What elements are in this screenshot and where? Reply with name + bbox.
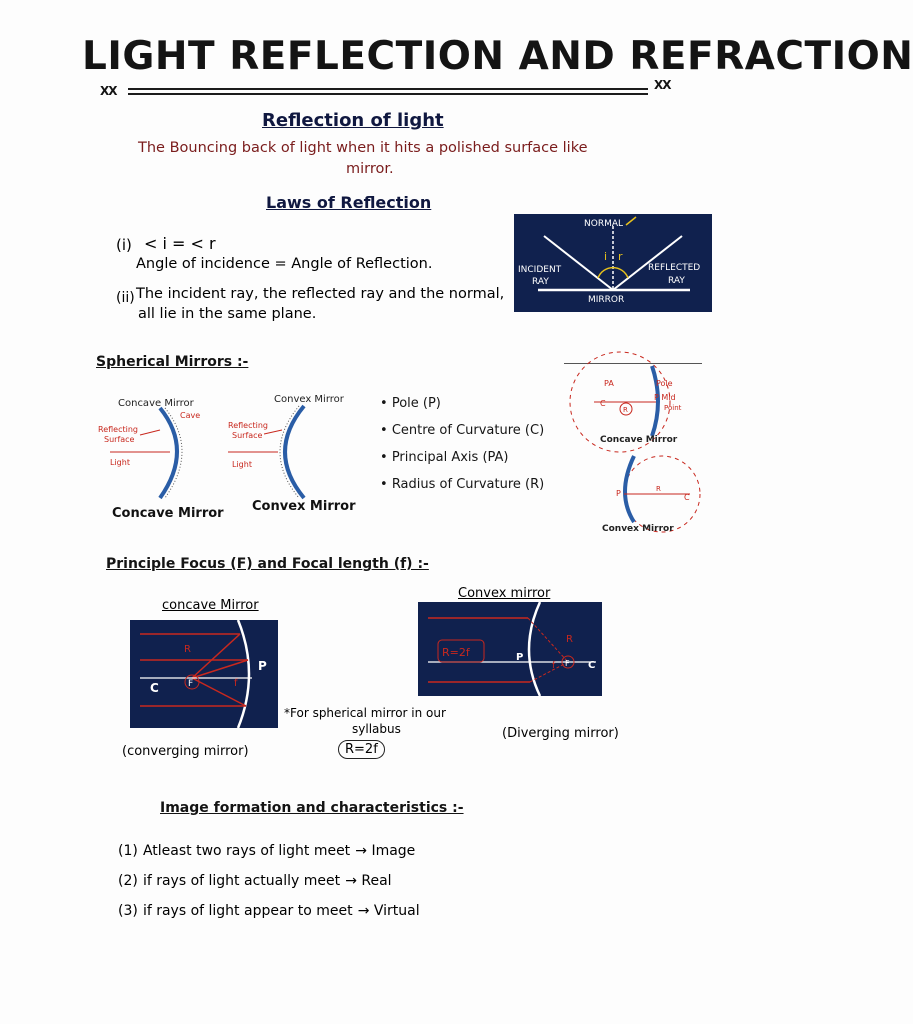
side-concave-label: Concave Mirror	[600, 435, 678, 445]
reflected-3	[192, 678, 246, 706]
concave-focus-mirror	[238, 620, 249, 728]
point-label: Point	[664, 404, 682, 412]
reflected-label: REFLECTED	[648, 263, 701, 273]
r2-label: R	[656, 485, 661, 493]
side-mirror-diagrams	[560, 364, 710, 536]
angle-i-label: i	[604, 250, 608, 263]
c-r-label: R	[566, 634, 573, 645]
p-label: P	[258, 659, 267, 673]
reflection-diagram-svg	[514, 214, 712, 312]
c-p-label: P	[516, 652, 524, 663]
convex-surface-label: Surface	[232, 431, 263, 440]
law1-formula: < i = < r	[144, 234, 216, 253]
cave-label: Cave	[180, 411, 201, 420]
term-axis: • Principal Axis (PA)	[380, 450, 509, 465]
title-underline-2	[128, 93, 648, 95]
image-heading: Image formation and characteristics :-	[160, 800, 464, 816]
image-item-2: (2) if rays of light actually meet → Real	[118, 873, 392, 889]
r2f-box-label: R=2f	[442, 646, 470, 659]
f-label: F	[188, 679, 194, 689]
c-c-label: C	[588, 660, 596, 671]
term-radius: • Radius of Curvature (R)	[380, 477, 545, 492]
convex-top-label: Convex Mirror	[274, 394, 344, 405]
pole-label: Pole	[656, 379, 673, 388]
image-list	[118, 840, 420, 930]
law2-number: (ii)	[116, 290, 135, 306]
convex-caption: (Diverging mirror)	[502, 726, 619, 741]
law1-text: Angle of incidence = Angle of Reflection.	[136, 256, 433, 272]
law1-number: (i)	[116, 236, 132, 254]
mirror-terms-list	[380, 396, 544, 504]
reflection-definition-line2: mirror.	[346, 161, 394, 177]
reflection-definition-line1: The Bouncing back of light when it hits a polished surface like	[138, 140, 588, 156]
image-item-3: (3) if rays of light appear to meet → Virtual	[118, 903, 420, 919]
note-line2: syllabus	[352, 722, 401, 736]
tick-mark	[626, 217, 636, 225]
mirror-label: MIRROR	[588, 295, 625, 305]
p2-label: P	[616, 489, 621, 498]
c-virtual-1	[528, 618, 568, 662]
reflection-diagram	[514, 214, 712, 312]
spherical-heading: Spherical Mirrors :-	[96, 354, 249, 370]
reflected-2	[192, 660, 248, 678]
normal-label: NORMAL	[584, 219, 624, 229]
concave-top-label: Concave Mirror	[118, 398, 194, 409]
concave-reflecting-label: Reflecting	[98, 425, 138, 434]
term-pole: • Pole (P)	[380, 396, 441, 411]
concave-mirror-shape	[160, 408, 177, 498]
mid-label: P Mid	[654, 393, 676, 402]
angle-r-label: r	[618, 250, 623, 263]
reflection-heading: Reflection of light	[262, 110, 444, 131]
concave-caption: (converging mirror)	[122, 744, 249, 759]
title-mark-left: XX	[100, 84, 117, 98]
convex-focus-diagram	[418, 602, 602, 696]
concave-focus-svg	[130, 620, 278, 728]
incident-label-2: RAY	[532, 277, 549, 287]
c2-label: C	[684, 493, 690, 502]
law2-line2: all lie in the same plane.	[138, 306, 317, 322]
focus-heading: Principle Focus (F) and Focal length (f) :-	[106, 556, 429, 572]
concave-surface-label: Surface	[104, 435, 135, 444]
laws-heading: Laws of Reflection	[266, 193, 432, 212]
c-f-small-label: f	[552, 661, 556, 671]
convex-light-label: Light	[232, 460, 252, 469]
side-convex-label: Convex Mirror	[602, 524, 674, 534]
concave-mirror-label: Concave Mirror	[112, 506, 224, 521]
term-centre: • Centre of Curvature (C)	[380, 423, 545, 438]
title-mark-right: XX	[654, 78, 671, 92]
convex-focus-svg	[418, 602, 602, 696]
image-item-1: (1) Atleast two rays of light meet → Image	[118, 843, 416, 859]
incident-label: INCIDENT	[518, 265, 562, 275]
r-label: R	[623, 406, 628, 414]
page-title: LIGHT REFLECTION AND REFRACTION	[82, 34, 913, 79]
note-line1: *For spherical mirror in our	[284, 706, 446, 720]
concave-title: concave Mirror	[162, 598, 259, 613]
c-label: C	[150, 681, 159, 695]
side-convex-arc	[625, 456, 634, 522]
incident-ray	[544, 236, 613, 290]
convex-title: Convex mirror	[458, 586, 551, 601]
r-label: R	[184, 644, 191, 655]
f-small-label: f	[234, 678, 238, 689]
concave-light-label: Light	[110, 458, 130, 467]
convex-pointer	[264, 430, 282, 434]
concave-pointer	[140, 430, 160, 435]
c-label: C	[600, 399, 606, 408]
note-formula: R=2f	[338, 740, 385, 759]
title-underline	[128, 88, 648, 90]
law2-line1: The incident ray, the reflected ray and the normal,	[136, 286, 505, 302]
pa-label: PA	[604, 379, 614, 388]
convex-mirror-shape	[285, 406, 304, 498]
reflected-label-2: RAY	[668, 276, 685, 286]
convex-mirror-label: Convex Mirror	[252, 499, 356, 514]
convex-reflecting-label: Reflecting	[228, 421, 268, 430]
concave-focus-diagram	[130, 620, 278, 728]
reflected-1	[192, 634, 240, 678]
c-f-label: F	[565, 659, 570, 668]
